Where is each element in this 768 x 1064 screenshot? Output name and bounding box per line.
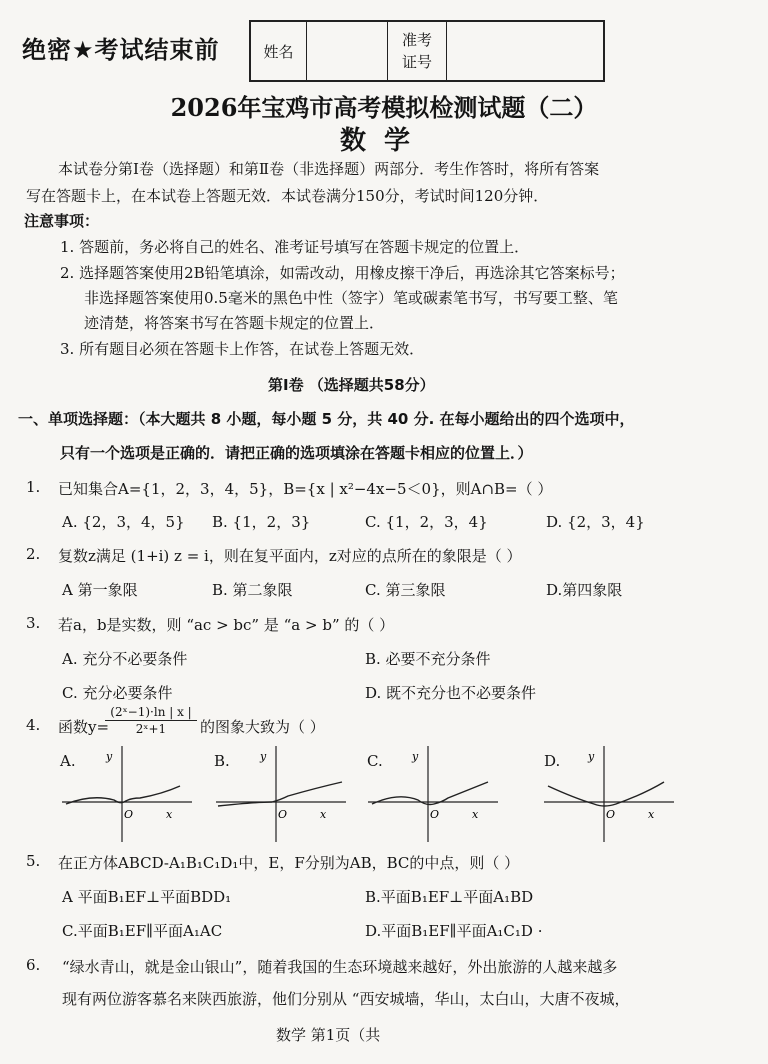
graph-c-origin: O <box>430 808 440 821</box>
graph-b-y-label: y <box>260 750 267 763</box>
note-3: 3. 所有题目必须在答题卡上作答，在试卷上答题无效． <box>60 340 425 358</box>
graph-d-origin: O <box>606 808 616 821</box>
q4-option-c-label: C. <box>367 752 383 770</box>
q1-option-c: C. {1，2，3，4} <box>365 513 488 531</box>
graph-a-y-label: y <box>106 750 113 763</box>
q2-option-c: C. 第三象限 <box>365 581 446 599</box>
exam-id-label-line2: 证号 <box>401 53 432 71</box>
q1-stem: 已知集合A={1，2，3，4，5}，B={x | x²−4x−5＜0}，则A∩B=（ ） <box>58 480 553 498</box>
graph-a-origin: O <box>124 808 134 821</box>
graph-d-y-label: y <box>588 750 595 763</box>
q1-option-b: B. {1，2，3} <box>212 513 311 531</box>
graph-a-x-label: x <box>166 808 173 821</box>
q4-stem-prefix: 函数y= <box>58 718 110 736</box>
name-field <box>307 22 388 80</box>
graph-d-x-label: x <box>648 808 655 821</box>
q5-option-c: C.平面B₁EF∥平面A₁AC <box>62 922 223 940</box>
q6-line-1: “绿水青山，就是金山银山”，随着我国的生态环境越来越好，外出旅游的人越来越多 <box>62 958 618 976</box>
page-footer: 数学 第1页（共 <box>276 1026 381 1044</box>
q4-option-d-label: D. <box>544 752 561 770</box>
q5-stem: 在正方体ABCD-A₁B₁C₁D₁中，E，F分别为AB，BC的中点，则（ ） <box>58 854 520 872</box>
q5-number: 5. <box>26 852 41 870</box>
q4-graph-c <box>368 746 498 842</box>
q4-denominator: 2ˣ+1 <box>135 722 167 736</box>
q1-number: 1. <box>26 478 41 496</box>
q6-line-2: 现有两位游客慕名来陕西旅游，他们分别从 “西安城墙，华山，太白山，大唐不夜城， <box>62 990 630 1008</box>
name-label: 姓名 <box>251 22 307 80</box>
part-1-heading: 第Ⅰ卷 （选择题共58分） <box>268 376 435 394</box>
note-2c: 迹清楚，将答案书写在答题卡规定的位置上． <box>84 314 385 332</box>
q3-option-a: A. 充分不必要条件 <box>62 650 188 668</box>
note-1: 1. 答题前，务必将自己的姓名、准考证号填写在答题卡规定的位置上． <box>60 238 530 256</box>
q3-option-b: B. 必要不充分条件 <box>365 650 491 668</box>
q6-number: 6. <box>26 956 41 974</box>
candidate-info-box <box>249 20 605 82</box>
q4-graph-d <box>544 746 674 842</box>
q4-fraction <box>105 705 197 736</box>
section-1-line-2: 只有一个选项是正确的．请把正确的选项填涂在答题卡相应的位置上．） <box>60 444 533 462</box>
intro-line-1: 本试卷分第Ⅰ卷（选择题）和第Ⅱ卷（非选择题）两部分．考生作答时，将所有答案 <box>58 160 600 178</box>
footer-fade <box>400 1020 460 1050</box>
intro-line-2: 写在答题卡上，在本试卷上答题无效．本试卷满分150分，考试时间120分钟． <box>26 187 549 205</box>
q1-option-a: A. {2，3，4，5} <box>62 513 185 531</box>
q3-option-d: D. 既不充分也不必要条件 <box>365 684 537 702</box>
q2-stem: 复数z满足 (1+i) z = i，则在复平面内，z对应的点所在的象限是（ ） <box>58 547 522 565</box>
exam-id-label <box>388 22 447 80</box>
q2-option-d: D.第四象限 <box>546 581 623 599</box>
q4-numerator: (2ˣ−1)·ln | x | <box>105 705 197 721</box>
exam-id-field <box>447 22 603 80</box>
q4-option-b-label: B. <box>214 752 230 770</box>
notes-heading: 注意事项： <box>24 212 100 230</box>
section-1-line-1: 一、单项选择题：（本大题共 8 小题，每小题 5 分，共 40 分. 在每小题给出的四个选项中， <box>18 410 635 428</box>
exam-id-label-line1: 准考 <box>401 31 432 49</box>
q2-option-a: A 第一象限 <box>62 581 138 599</box>
q5-option-a: A 平面B₁EF⊥平面BDD₁ <box>62 888 232 906</box>
q4-graph-b <box>216 746 346 842</box>
graph-b-x-label: x <box>320 808 327 821</box>
q5-option-d: D.平面B₁EF∥平面A₁C₁D · <box>365 922 543 940</box>
q4-stem-suffix: 的图象大致为（ ） <box>200 718 325 736</box>
q3-option-c: C. 充分必要条件 <box>62 684 173 702</box>
exam-title: 2026年宝鸡市高考模拟检测试题（二） <box>170 93 598 122</box>
q4-number: 4. <box>26 716 41 734</box>
q4-graph-a <box>62 746 192 842</box>
confidential-label: 绝密★考试结束前 <box>22 36 220 64</box>
q3-number: 3. <box>26 614 41 632</box>
q3-stem: 若a，b是实数，则 “ac > bc” 是 “a > b” 的（ ） <box>58 616 395 634</box>
q5-option-b: B.平面B₁EF⊥平面A₁BD <box>365 888 534 906</box>
q2-option-b: B. 第二象限 <box>212 581 293 599</box>
q4-option-a-label: A. <box>60 752 76 770</box>
note-2b: 非选择题答案使用0.5毫米的黑色中性（签字）笔或碳素笔书写，书写要工整、笔 <box>84 289 618 307</box>
graph-c-x-label: x <box>472 808 479 821</box>
graph-c-y-label: y <box>412 750 419 763</box>
q2-number: 2. <box>26 545 41 563</box>
graph-b-origin: O <box>278 808 288 821</box>
q1-option-d: D. {2，3，4} <box>546 513 645 531</box>
note-2a: 2. 选择题答案使用2B铅笔填涂，如需改动，用橡皮擦干净后，再选涂其它答案标号； <box>60 264 625 282</box>
subject-title: 数学 <box>339 126 428 156</box>
